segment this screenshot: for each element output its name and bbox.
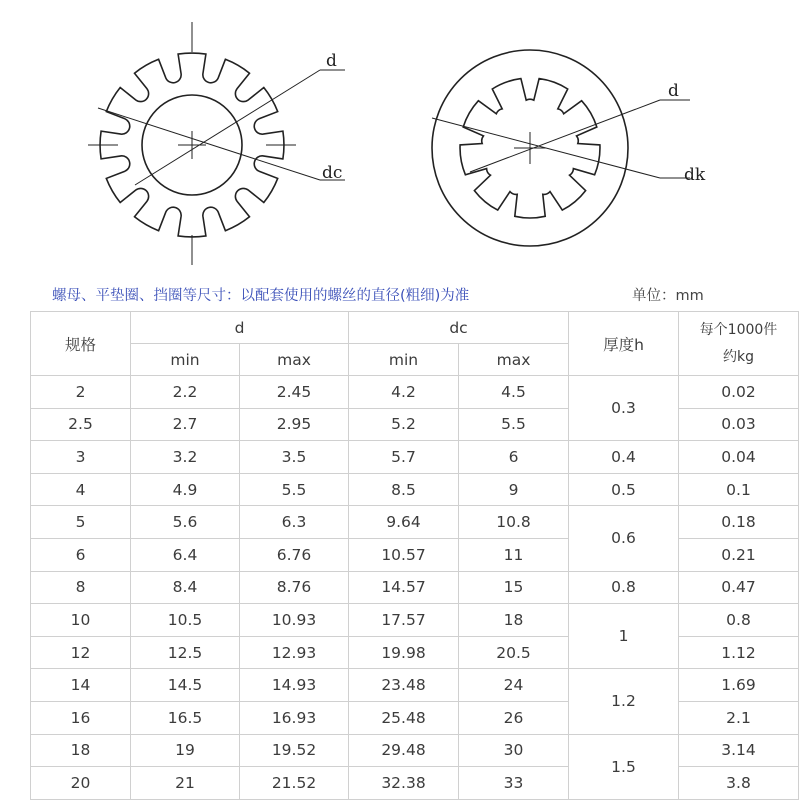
cell-d-max: 3.5	[240, 441, 349, 474]
cell-d-min: 6.4	[131, 538, 240, 571]
cell-dc-max: 20.5	[459, 636, 569, 669]
cell-weight: 0.21	[679, 538, 799, 571]
cell-d-min: 2.2	[131, 376, 240, 409]
cell-spec: 4	[31, 473, 131, 506]
cell-d-min: 10.5	[131, 604, 240, 637]
cell-weight: 3.14	[679, 734, 799, 767]
spec-table	[30, 311, 799, 800]
cell-d-max: 6.3	[240, 506, 349, 539]
size-note: 螺母、平垫圈、挡圈等尺寸：以配套使用的螺丝的直径(粗细)为准	[52, 288, 470, 304]
cell-spec: 16	[31, 701, 131, 734]
washer-diagrams	[0, 0, 800, 280]
cell-spec: 18	[31, 734, 131, 767]
cell-spec: 20	[31, 767, 131, 800]
table-row	[31, 506, 799, 539]
cell-weight: 0.03	[679, 408, 799, 441]
cell-d-min: 19	[131, 734, 240, 767]
table-row	[31, 604, 799, 637]
cell-thickness: 0.8	[569, 571, 679, 604]
cell-d-min: 14.5	[131, 669, 240, 702]
right-label-d: d	[668, 81, 679, 101]
cell-d-max: 8.76	[240, 571, 349, 604]
washer-drawing	[0, 0, 800, 280]
cell-dc-max: 15	[459, 571, 569, 604]
cell-d-min: 3.2	[131, 441, 240, 474]
header-dc-max: max	[459, 344, 569, 376]
header-d-max: max	[240, 344, 349, 376]
cell-thickness: 1.2	[569, 669, 679, 734]
header-dc-min: min	[349, 344, 459, 376]
cell-dc-min: 8.5	[349, 473, 459, 506]
cell-weight: 3.8	[679, 767, 799, 800]
cell-weight: 0.18	[679, 506, 799, 539]
cell-d-min: 21	[131, 767, 240, 800]
cell-d-min: 16.5	[131, 701, 240, 734]
table-row	[31, 701, 799, 734]
cell-dc-min: 32.38	[349, 767, 459, 800]
cell-weight: 0.02	[679, 376, 799, 409]
cell-dc-max: 9	[459, 473, 569, 506]
cell-d-max: 12.93	[240, 636, 349, 669]
cell-weight: 2.1	[679, 701, 799, 734]
cell-weight: 1.12	[679, 636, 799, 669]
cell-spec: 5	[31, 506, 131, 539]
cell-spec: 8	[31, 571, 131, 604]
cell-dc-min: 4.2	[349, 376, 459, 409]
cell-weight: 0.47	[679, 571, 799, 604]
cell-d-min: 8.4	[131, 571, 240, 604]
cell-d-min: 12.5	[131, 636, 240, 669]
cell-thickness: 0.6	[569, 506, 679, 571]
cell-spec: 2	[31, 376, 131, 409]
table-row	[31, 473, 799, 506]
table-row	[31, 636, 799, 669]
cell-d-max: 6.76	[240, 538, 349, 571]
header-weight-line1: 每个1000件	[699, 321, 778, 338]
cell-d-max: 16.93	[240, 701, 349, 734]
cell-dc-max: 18	[459, 604, 569, 637]
cell-dc-min: 29.48	[349, 734, 459, 767]
cell-dc-min: 10.57	[349, 538, 459, 571]
cell-d-min: 5.6	[131, 506, 240, 539]
header-weight-line2: 约kg	[723, 348, 754, 365]
header-dc: dc	[349, 312, 569, 344]
cell-dc-max: 24	[459, 669, 569, 702]
cell-spec: 2.5	[31, 408, 131, 441]
cell-spec: 14	[31, 669, 131, 702]
cell-dc-max: 10.8	[459, 506, 569, 539]
cell-dc-min: 17.57	[349, 604, 459, 637]
cell-weight: 0.04	[679, 441, 799, 474]
cell-d-min: 2.7	[131, 408, 240, 441]
table-row	[31, 538, 799, 571]
cell-d-max: 10.93	[240, 604, 349, 637]
cell-d-min: 4.9	[131, 473, 240, 506]
cell-dc-max: 33	[459, 767, 569, 800]
right-label-dk: dk	[684, 165, 706, 185]
header-spec: 规格	[31, 312, 131, 376]
table-row	[31, 767, 799, 800]
cell-dc-min: 14.57	[349, 571, 459, 604]
cell-d-max: 2.95	[240, 408, 349, 441]
cell-dc-min: 25.48	[349, 701, 459, 734]
cell-d-max: 21.52	[240, 767, 349, 800]
header-thickness: 厚度h	[569, 312, 679, 376]
table-row	[31, 441, 799, 474]
cell-dc-max: 6	[459, 441, 569, 474]
cell-dc-max: 26	[459, 701, 569, 734]
header-weight	[679, 312, 799, 376]
note-row	[0, 282, 800, 308]
cell-dc-max: 30	[459, 734, 569, 767]
cell-dc-max: 4.5	[459, 376, 569, 409]
cell-thickness: 1.5	[569, 734, 679, 799]
unit-label: 单位：mm	[632, 288, 704, 304]
cell-thickness: 1	[569, 604, 679, 669]
header-d: d	[131, 312, 349, 344]
cell-spec: 10	[31, 604, 131, 637]
cell-thickness: 0.5	[569, 473, 679, 506]
cell-dc-min: 19.98	[349, 636, 459, 669]
cell-thickness: 0.3	[569, 376, 679, 441]
cell-spec: 6	[31, 538, 131, 571]
cell-spec: 12	[31, 636, 131, 669]
cell-thickness: 0.4	[569, 441, 679, 474]
cell-d-max: 2.45	[240, 376, 349, 409]
cell-dc-min: 9.64	[349, 506, 459, 539]
cell-dc-min: 5.2	[349, 408, 459, 441]
left-label-d: d	[326, 51, 337, 71]
internal-tooth-washer	[432, 50, 690, 246]
cell-d-max: 19.52	[240, 734, 349, 767]
table-header	[31, 312, 799, 376]
cell-weight: 0.1	[679, 473, 799, 506]
cell-d-max: 5.5	[240, 473, 349, 506]
cell-spec: 3	[31, 441, 131, 474]
cell-dc-min: 5.7	[349, 441, 459, 474]
cell-weight: 1.69	[679, 669, 799, 702]
cell-dc-min: 23.48	[349, 669, 459, 702]
table-row	[31, 571, 799, 604]
table-row	[31, 408, 799, 441]
cell-dc-max: 11	[459, 538, 569, 571]
cell-dc-max: 5.5	[459, 408, 569, 441]
header-d-min: min	[131, 344, 240, 376]
cell-d-max: 14.93	[240, 669, 349, 702]
cell-weight: 0.8	[679, 604, 799, 637]
table-body	[31, 376, 799, 800]
external-tooth-washer	[88, 22, 345, 265]
table-row	[31, 734, 799, 767]
left-label-dc: dc	[322, 163, 343, 183]
table-row	[31, 376, 799, 409]
table-row	[31, 669, 799, 702]
